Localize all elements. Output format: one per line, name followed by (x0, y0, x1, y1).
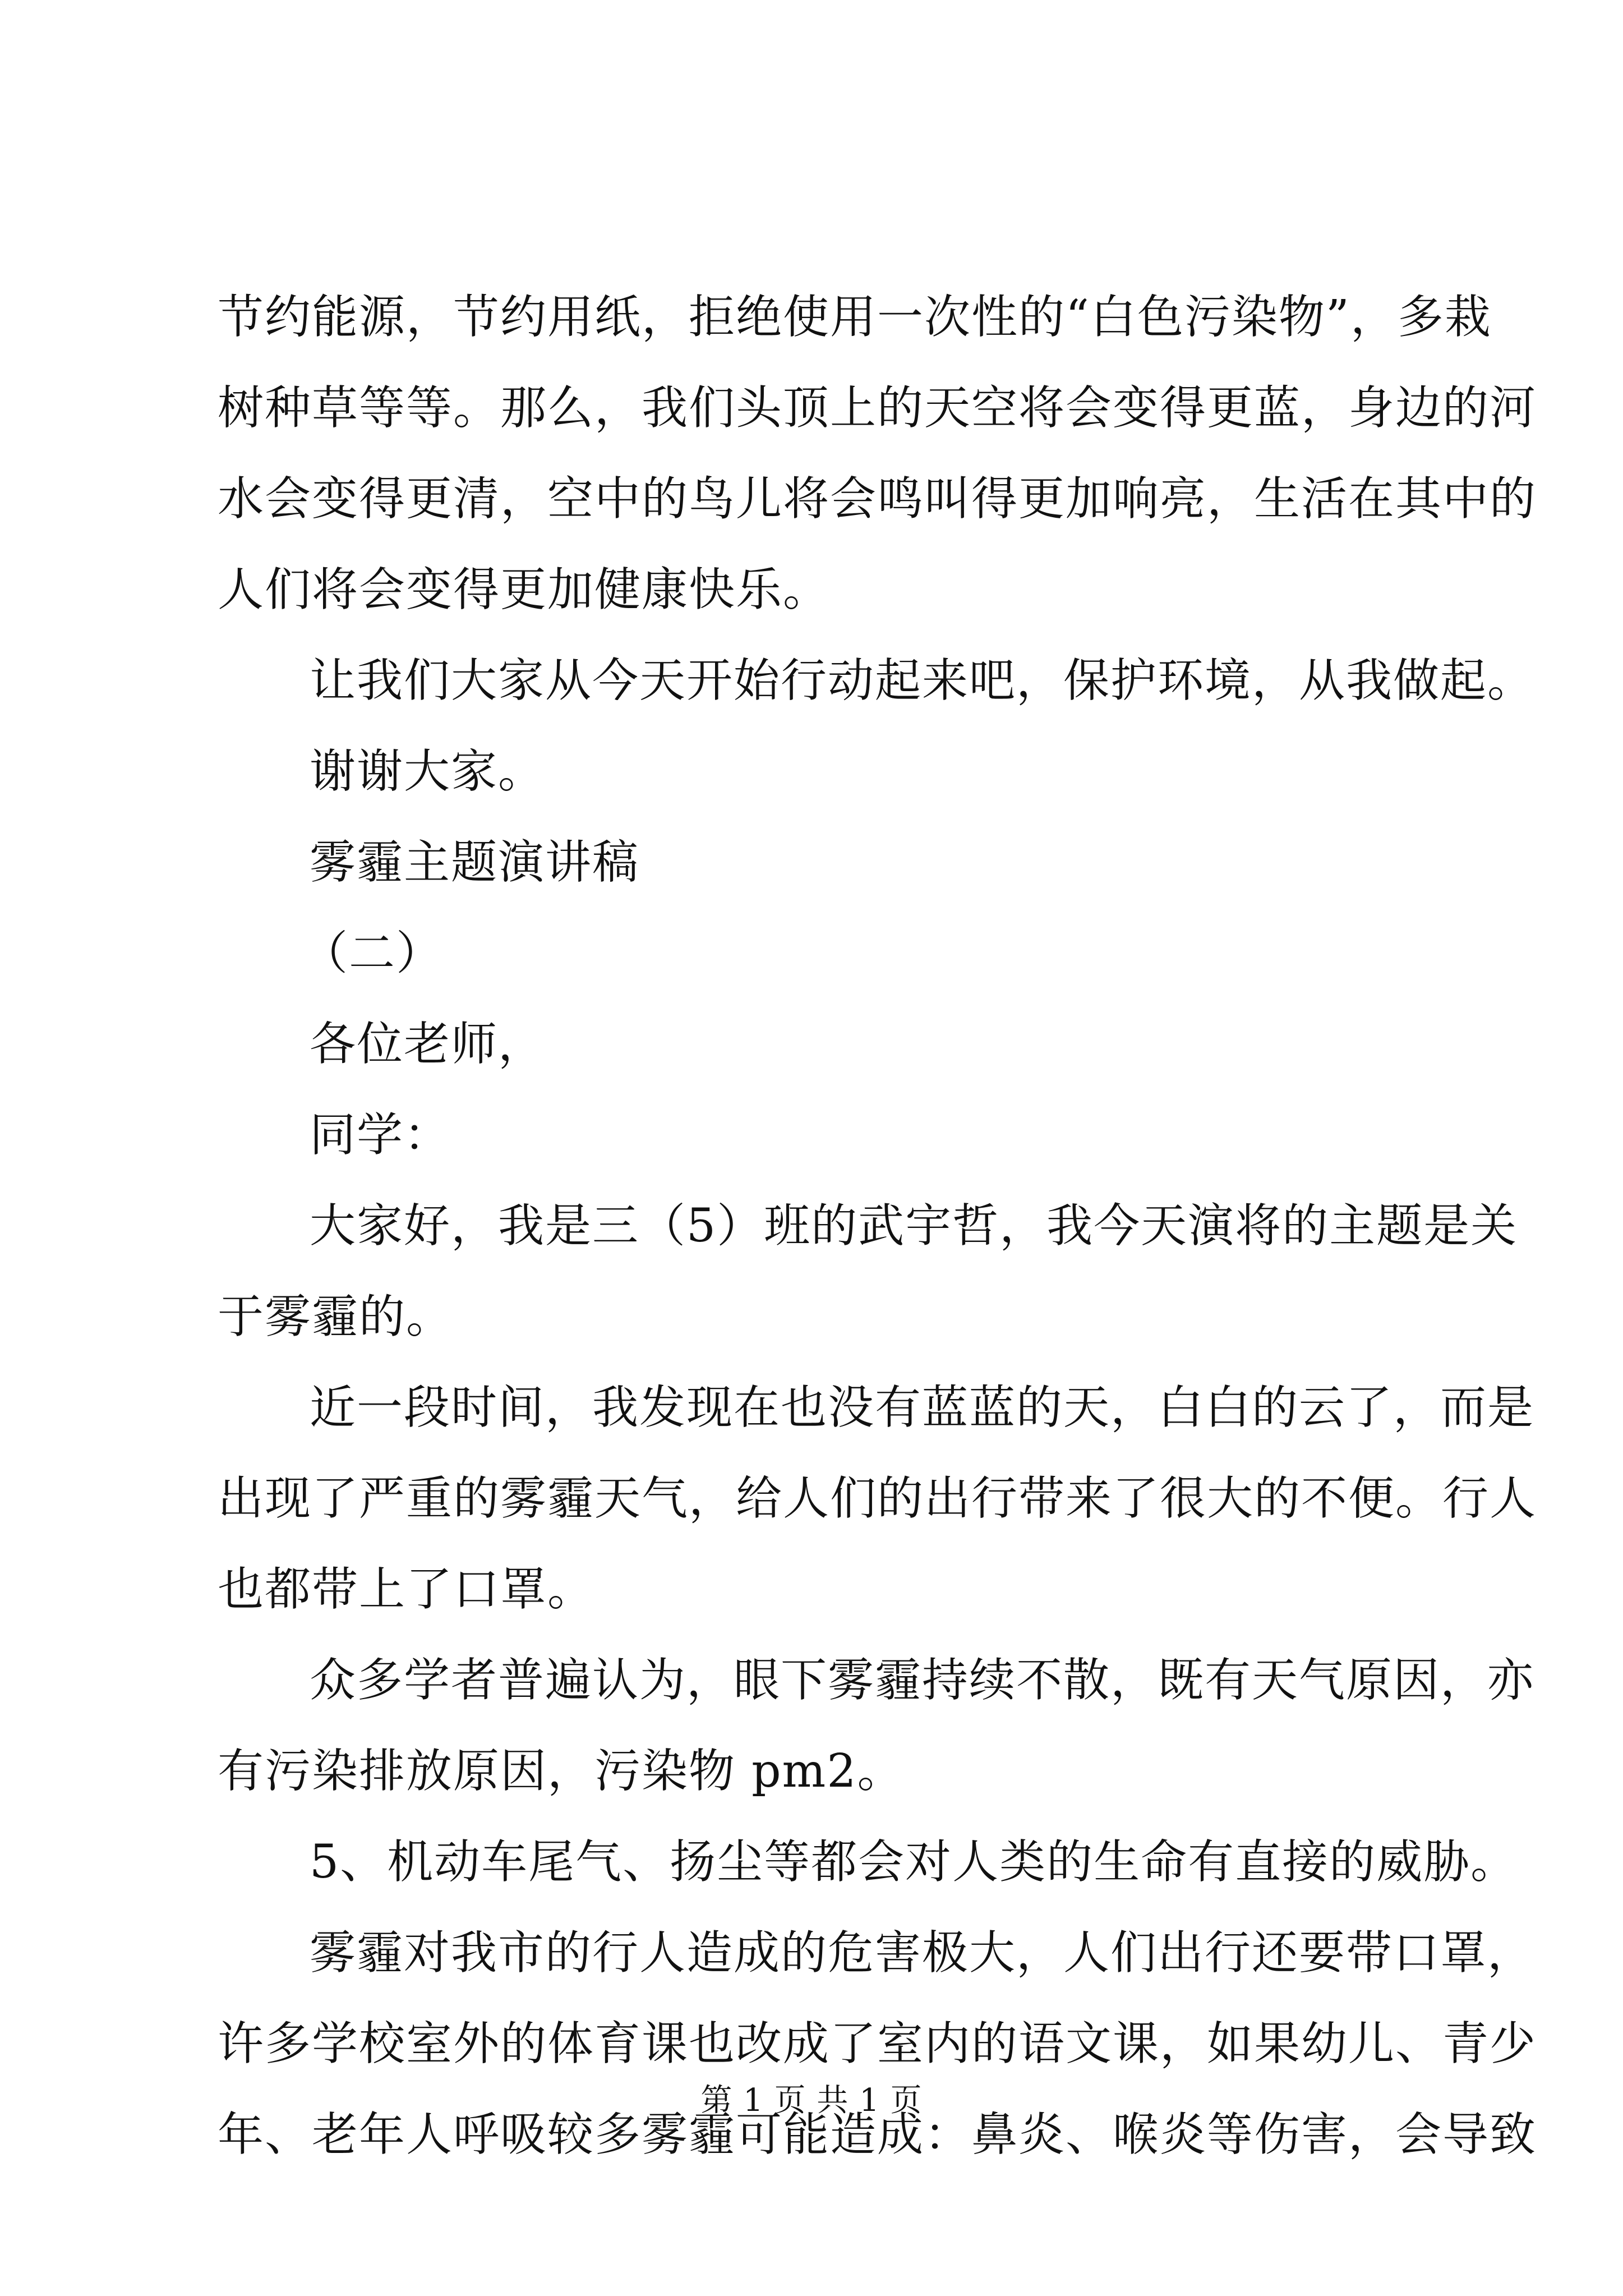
section-title: 雾霾主题演讲稿 (310, 836, 640, 889)
document-body (218, 287, 1537, 2196)
body-line: 5、机动车尾气、扬尘等都会对人类的生命有直接的威胁。 (310, 1835, 1518, 1889)
body-line: 年、老年人呼吸较多雾霾可能造成：鼻炎、喉炎等伤害，会导致 (218, 2108, 1537, 2161)
body-line: 众多学者普遍认为，眼下雾霾持续不散，既有天气原因，亦 (310, 1654, 1535, 1707)
body-line: 雾霾对我市的行人造成的危害极大，人们出行还要带口罩， (310, 1926, 1535, 1980)
body-line: 于雾霾的。 (218, 1290, 454, 1343)
body-line: 人们将会变得更加健康快乐。 (218, 563, 831, 616)
body-line: 谢谢大家。 (310, 745, 546, 798)
salutation-line: 各位老师， (310, 1018, 546, 1071)
body-line: 让我们大家从今天开始行动起来吧，保护环境，从我做起。 (310, 654, 1535, 707)
body-line: 近一段时间，我发现在也没有蓝蓝的天，白白的云了，而是 (310, 1381, 1535, 1434)
body-line: 有污染排放原因，污染物 pm2。 (218, 1745, 905, 1798)
section-number: （二） (302, 927, 444, 980)
page-footer: 第 1 页 共 1 页 (700, 2082, 923, 2119)
body-line: 大家好，我是三（5）班的武宇哲，我今天演将的主题是关 (310, 1199, 1518, 1253)
body-line: 水会变得更清，空中的鸟儿将会鸣叫得更加响亮，生活在其中的 (218, 472, 1537, 526)
body-line: 也都带上了口罩。 (218, 1563, 595, 1616)
salutation-line: 同学： (310, 1108, 451, 1162)
body-line: 许多学校室外的体育课也改成了室内的语文课，如果幼儿、青少 (218, 2017, 1537, 2070)
body-line: 树种草等等。那么，我们头顶上的天空将会变得更蓝，身边的河 (218, 381, 1537, 435)
body-line: 出现了严重的雾霾天气，给人们的出行带来了很大的不便。行人 (218, 1472, 1537, 1525)
body-line: 节约能源，节约用纸，拒绝使用一次性的“白色污染物”，多栽 (218, 291, 1492, 344)
